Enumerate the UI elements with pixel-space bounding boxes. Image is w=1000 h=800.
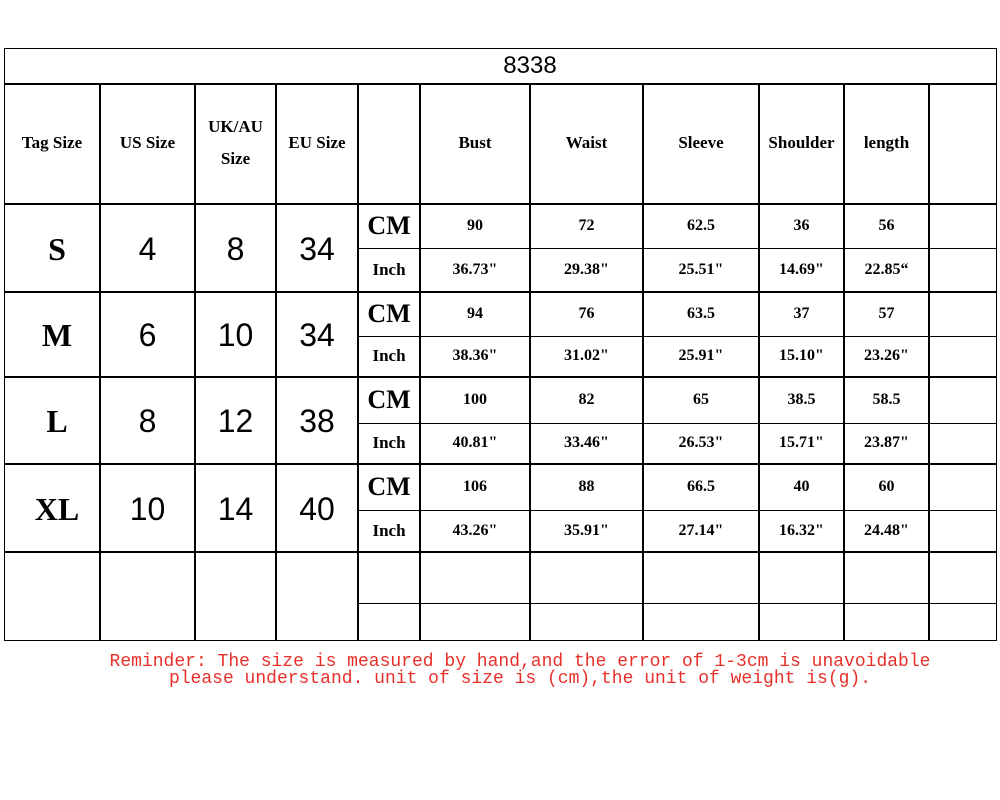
header-uk-au-size bbox=[195, 83, 276, 203]
eu-size-cell: 40 bbox=[299, 490, 335, 527]
unit-label-inch: Inch bbox=[372, 259, 406, 279]
unit-label-inch: Inch bbox=[372, 433, 406, 452]
unit-label-cm: CM bbox=[367, 298, 411, 328]
bust-cm-value: 94 bbox=[467, 304, 483, 322]
unit-label-cm: CM bbox=[367, 210, 411, 240]
shoulder-cm-value: 40 bbox=[793, 477, 810, 495]
tag-size-cell: L bbox=[46, 403, 68, 439]
sleeve-inch-value: 26.53" bbox=[678, 434, 724, 451]
reminder-note bbox=[0, 654, 1000, 688]
sleeve-cm-value: 63.5 bbox=[687, 304, 715, 322]
unit-divider bbox=[358, 603, 996, 604]
unit-label-cm: CM bbox=[367, 384, 411, 414]
header-shoulder: Shoulder bbox=[768, 133, 835, 152]
sleeve-cm-value: 66.5 bbox=[687, 477, 715, 495]
header-sleeve: Sleeve bbox=[678, 133, 724, 152]
reminder-line-2: please understand. unit of size is (cm),the unit of weight is(g). bbox=[168, 669, 872, 689]
shoulder-inch-value: 15.10" bbox=[779, 347, 824, 364]
waist-inch-value: 33.46" bbox=[564, 434, 609, 451]
header-uk-au-line-2: Size bbox=[220, 149, 251, 168]
unit-label-cm: CM bbox=[367, 471, 411, 501]
waist-cm-value: 72 bbox=[578, 216, 595, 234]
header-length: length bbox=[863, 133, 910, 152]
bust-inch-value: 38.36" bbox=[452, 347, 498, 364]
sleeve-cm-value: 62.5 bbox=[687, 216, 715, 234]
sleeve-cm-value: 65 bbox=[693, 390, 709, 408]
tag-size-cell: M bbox=[41, 317, 73, 353]
shoulder-cm-value: 37 bbox=[793, 304, 810, 322]
uk-au-size-cell: 14 bbox=[217, 490, 254, 527]
sleeve-inch-value: 27.14" bbox=[678, 521, 724, 539]
waist-cm-value: 82 bbox=[578, 390, 595, 408]
length-inch-value: 22.85“ bbox=[864, 260, 909, 278]
shoulder-cm-value: 36 bbox=[793, 216, 810, 234]
us-size-cell: 6 bbox=[138, 317, 157, 353]
length-cm-value: 60 bbox=[878, 477, 895, 495]
bust-cm-value: 106 bbox=[463, 477, 487, 495]
uk-au-size-cell: 10 bbox=[217, 317, 254, 353]
header-waist: Waist bbox=[565, 133, 608, 152]
uk-au-size-cell: 12 bbox=[217, 403, 254, 439]
us-size-cell: 4 bbox=[138, 230, 157, 267]
length-inch-value: 23.26" bbox=[864, 347, 909, 364]
unit-label-inch: Inch bbox=[372, 346, 406, 365]
length-cm-value: 57 bbox=[878, 304, 895, 322]
length-inch-value: 24.48" bbox=[864, 521, 909, 539]
waist-inch-value: 29.38" bbox=[564, 260, 609, 278]
shoulder-inch-value: 15.71" bbox=[779, 434, 824, 451]
header-bust: Bust bbox=[458, 133, 492, 152]
shoulder-inch-value: 14.69" bbox=[779, 260, 824, 278]
tag-size-cell: S bbox=[48, 230, 66, 267]
header-us-size: US Size bbox=[119, 133, 176, 152]
tag-size-cell: XL bbox=[34, 490, 80, 527]
sleeve-inch-value: 25.51" bbox=[678, 260, 724, 278]
unit-label-inch: Inch bbox=[372, 520, 406, 540]
table-border-right bbox=[996, 48, 997, 641]
eu-size-cell: 34 bbox=[299, 230, 335, 267]
header-eu-size: EU Size bbox=[288, 133, 346, 152]
table-title: 8338 bbox=[503, 51, 557, 79]
header-uk-au-line-1: UK/AU bbox=[208, 117, 263, 136]
us-size-cell: 10 bbox=[129, 490, 166, 527]
uk-au-size-cell: 8 bbox=[226, 230, 245, 267]
eu-size-cell: 34 bbox=[299, 317, 335, 353]
sleeve-inch-value: 25.91" bbox=[678, 347, 724, 364]
bust-inch-value: 40.81" bbox=[452, 434, 498, 451]
eu-size-cell: 38 bbox=[299, 403, 335, 439]
bust-cm-value: 90 bbox=[467, 216, 483, 234]
length-cm-value: 58.5 bbox=[872, 390, 901, 408]
length-cm-value: 56 bbox=[878, 216, 895, 234]
waist-cm-value: 76 bbox=[578, 304, 595, 322]
waist-inch-value: 31.02" bbox=[564, 347, 609, 364]
header-tag-size: Tag Size bbox=[21, 133, 83, 152]
waist-cm-value: 88 bbox=[578, 477, 595, 495]
shoulder-inch-value: 16.32" bbox=[779, 521, 824, 539]
bust-inch-value: 36.73" bbox=[452, 260, 498, 278]
us-size-cell: 8 bbox=[138, 403, 157, 439]
shoulder-cm-value: 38.5 bbox=[787, 390, 816, 408]
reminder-line-1: Reminder: The size is measured by hand,and the error of 1-3cm is unavoidable bbox=[109, 652, 931, 672]
table-border-bottom bbox=[4, 640, 996, 641]
bust-cm-value: 100 bbox=[463, 390, 487, 408]
length-inch-value: 23.87" bbox=[864, 434, 909, 451]
waist-inch-value: 35.91" bbox=[564, 521, 609, 539]
bust-inch-value: 43.26" bbox=[452, 521, 498, 539]
